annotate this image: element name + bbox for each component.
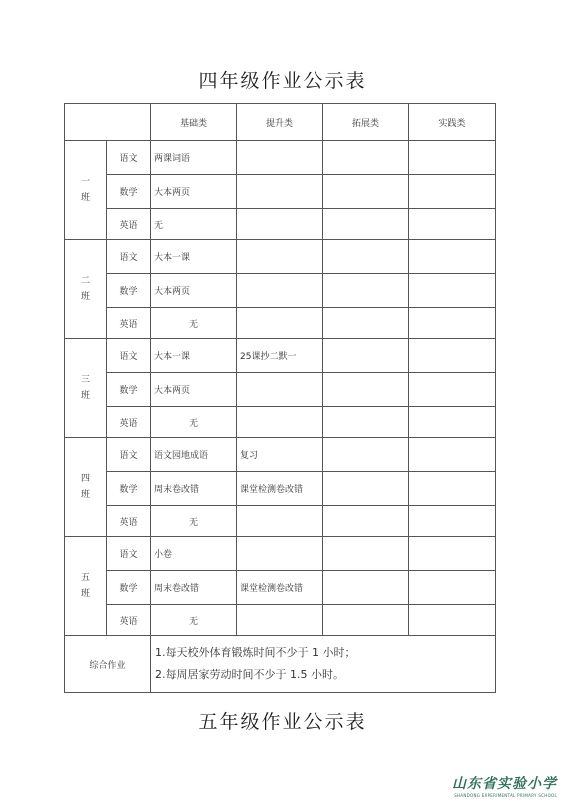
subject-cell: 语文: [107, 537, 151, 571]
class-name-cell: [65, 537, 107, 636]
subject-cell: 数学: [107, 571, 151, 605]
school-logo-en: SHANDONG EXPERIMENTAL PRIMARY SCHOOL: [454, 793, 557, 798]
subject-cell: 英语: [107, 209, 151, 240]
header-row: [65, 104, 496, 141]
table-row: [65, 571, 496, 605]
improve-cell: [237, 175, 323, 209]
table-row: [65, 407, 496, 438]
practice-cell: [409, 571, 496, 605]
improve-cell: [237, 240, 323, 274]
table-row: [65, 308, 496, 339]
basic-cell: 无: [151, 308, 237, 339]
basic-cell: 大本两页: [151, 373, 237, 407]
extend-cell: [323, 571, 409, 605]
practice-cell: [409, 308, 496, 339]
header-basic: 基础类: [151, 104, 237, 141]
improve-cell: [237, 373, 323, 407]
class-name-bottom: 班: [80, 292, 90, 302]
practice-cell: [409, 373, 496, 407]
basic-cell: 无: [151, 506, 237, 537]
improve-cell: 25课抄二默一: [237, 339, 323, 373]
table-row: [65, 274, 496, 308]
table-row: [65, 209, 496, 240]
basic-cell: 小卷: [151, 537, 237, 571]
page-title: 四年级作业公示表: [198, 70, 367, 92]
extend-cell: [323, 240, 409, 274]
header-extend: 拓展类: [323, 104, 409, 141]
class-name-cell: [65, 339, 107, 438]
class-name-bottom: 班: [80, 193, 90, 203]
extend-cell: [323, 175, 409, 209]
improve-cell: [237, 308, 323, 339]
class-name-cell: [65, 141, 107, 240]
class-name-cell: [65, 240, 107, 339]
extend-cell: [323, 537, 409, 571]
extend-cell: [323, 141, 409, 175]
basic-cell: 无: [151, 209, 237, 240]
table-row: [65, 141, 496, 175]
improve-cell: [237, 407, 323, 438]
subject-cell: 英语: [107, 506, 151, 537]
header-improve: 提升类: [237, 104, 323, 141]
extend-cell: [323, 438, 409, 472]
summary-line-2: 2.每周居家劳动时间不少于 1.5 小时。: [155, 668, 344, 681]
subject-cell: 数学: [107, 373, 151, 407]
practice-cell: [409, 605, 496, 636]
subject-cell: 语文: [107, 240, 151, 274]
basic-cell: 语文园地成语: [151, 438, 237, 472]
practice-cell: [409, 240, 496, 274]
homework-table: [64, 103, 496, 693]
practice-cell: [409, 339, 496, 373]
extend-cell: [323, 339, 409, 373]
subject-cell: 英语: [107, 605, 151, 636]
class-name-top: 五: [80, 573, 90, 583]
subject-cell: 数学: [107, 175, 151, 209]
extend-cell: [323, 274, 409, 308]
school-logo-cn: 山东省实验小学: [452, 776, 557, 792]
table-row: [65, 373, 496, 407]
class-name-top: 二: [80, 276, 90, 286]
improve-cell: [237, 537, 323, 571]
practice-cell: [409, 472, 496, 506]
practice-cell: [409, 209, 496, 240]
next-section-title: 五年级作业公示表: [198, 711, 367, 733]
improve-cell: [237, 274, 323, 308]
table-row: [65, 438, 496, 472]
improve-cell: 课堂检测卷改错: [237, 571, 323, 605]
summary-line-1: 1.每天校外体育锻炼时间不少于 1 小时；: [155, 646, 356, 659]
basic-cell: 无: [151, 605, 237, 636]
practice-cell: [409, 175, 496, 209]
improve-cell: [237, 209, 323, 240]
table-row: [65, 605, 496, 636]
basic-cell: 大本一课: [151, 339, 237, 373]
table-row: [65, 240, 496, 274]
improve-cell: [237, 141, 323, 175]
school-logo: [452, 773, 557, 798]
summary-label: 综合作业: [65, 636, 151, 693]
basic-cell: 周末卷改错: [151, 571, 237, 605]
subject-cell: 语文: [107, 438, 151, 472]
basic-cell: 无: [151, 407, 237, 438]
basic-cell: 两课词语: [151, 141, 237, 175]
extend-cell: [323, 506, 409, 537]
table-row: [65, 339, 496, 373]
class-name-bottom: 班: [80, 589, 90, 599]
table-row: [65, 175, 496, 209]
class-name-bottom: 班: [80, 490, 90, 500]
extend-cell: [323, 407, 409, 438]
table-row: [65, 506, 496, 537]
subject-cell: 数学: [107, 472, 151, 506]
subject-cell: 语文: [107, 339, 151, 373]
practice-cell: [409, 537, 496, 571]
practice-cell: [409, 407, 496, 438]
class-name-top: 三: [80, 375, 90, 385]
class-name-cell: [65, 438, 107, 537]
practice-cell: [409, 506, 496, 537]
class-name-top: 一: [80, 177, 90, 187]
class-name-bottom: 班: [80, 391, 90, 401]
class-name-top: 四: [80, 474, 90, 484]
subject-cell: 语文: [107, 141, 151, 175]
extend-cell: [323, 373, 409, 407]
improve-cell: 课堂检测卷改错: [237, 472, 323, 506]
extend-cell: [323, 605, 409, 636]
practice-cell: [409, 274, 496, 308]
summary-row: [65, 636, 496, 693]
subject-cell: 英语: [107, 407, 151, 438]
subject-cell: 数学: [107, 274, 151, 308]
basic-cell: 大本两页: [151, 175, 237, 209]
summary-content: [151, 636, 496, 693]
header-practice: 实践类: [409, 104, 496, 141]
improve-cell: [237, 605, 323, 636]
practice-cell: [409, 438, 496, 472]
basic-cell: 大本两页: [151, 274, 237, 308]
extend-cell: [323, 308, 409, 339]
table-row: [65, 472, 496, 506]
extend-cell: [323, 472, 409, 506]
basic-cell: 大本一课: [151, 240, 237, 274]
practice-cell: [409, 141, 496, 175]
improve-cell: [237, 506, 323, 537]
basic-cell: 周末卷改错: [151, 472, 237, 506]
extend-cell: [323, 209, 409, 240]
table-row: [65, 537, 496, 571]
improve-cell: 复习: [237, 438, 323, 472]
subject-cell: 英语: [107, 308, 151, 339]
header-corner-cell: [65, 104, 151, 141]
